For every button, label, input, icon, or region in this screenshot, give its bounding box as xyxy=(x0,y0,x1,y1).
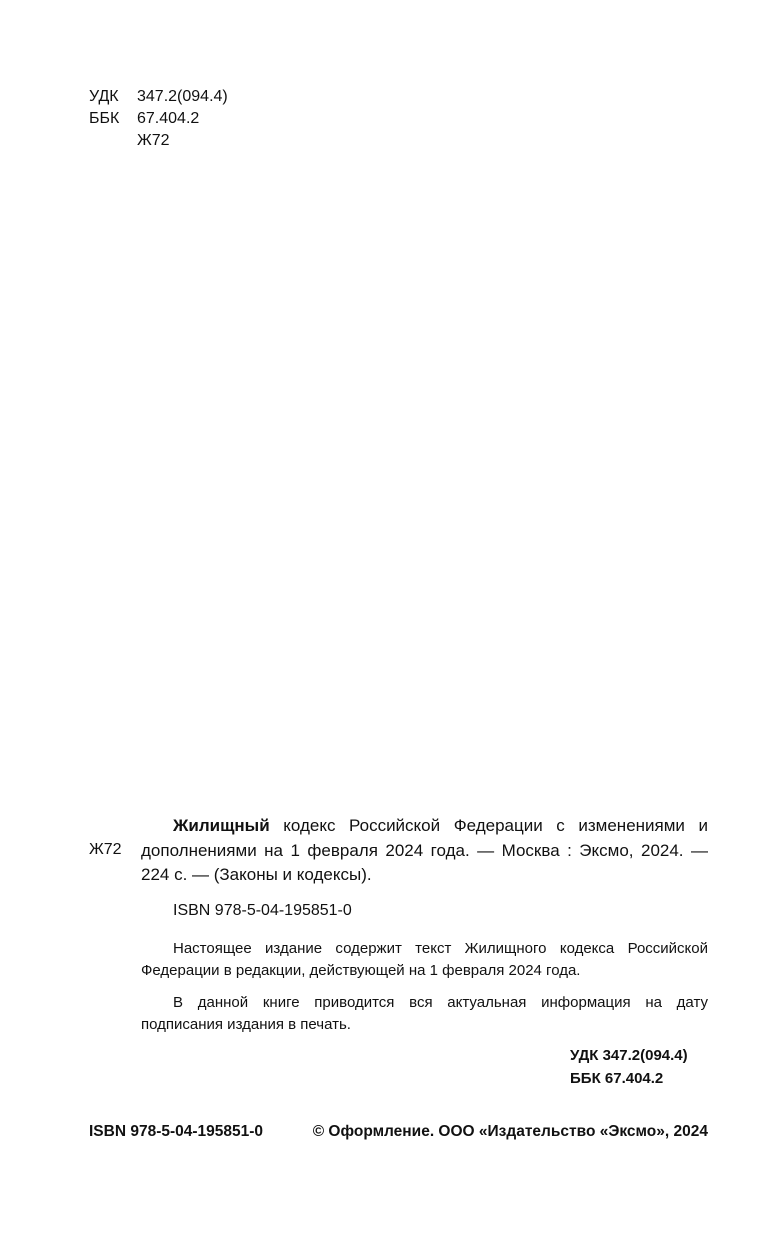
bottom-copyright: © Оформление. ООО «Издательство «Эксмо», 2024 xyxy=(312,1123,708,1140)
title-rest: кодекс Российской Федерации с изменениями и дополнениями на 1 февраля 2024 года. — Москва : Эксмо, 2024. — 224 с. — (Законы и кодексы). xyxy=(141,816,708,884)
annotation-paragraph-1: Настоящее издание содержит текст Жилищного кодекса Российской Федерации в редакции, действующей на 1 февраля 2024 года. xyxy=(141,939,708,979)
top-classification-block xyxy=(89,86,228,152)
udk-label: УДК xyxy=(89,88,119,105)
right-bbk: ББК 67.404.2 xyxy=(570,1069,664,1087)
right-udk: УДК 347.2(094.4) xyxy=(570,1046,688,1064)
bibliographic-block xyxy=(141,814,708,1090)
bbk-value: 67.404.2 xyxy=(137,110,200,127)
bbk-label: ББК xyxy=(89,110,120,127)
bbk-row xyxy=(89,108,228,130)
author-mark-top: Ж72 xyxy=(137,132,170,149)
udk-row xyxy=(89,86,228,108)
bottom-isbn: ISBN 978-5-04-195851-0 xyxy=(89,1123,264,1140)
right-classification-block xyxy=(570,1044,708,1090)
author-mark-left: Ж72 xyxy=(89,841,122,858)
author-mark-row xyxy=(89,130,228,152)
udk-value: 347.2(094.4) xyxy=(137,88,228,105)
bibliographic-description xyxy=(141,814,708,888)
title-bold: Жилищный xyxy=(173,816,270,835)
annotation-paragraph-2: В данной книге приводится вся актуальная информация на дату подписания издания в печать. xyxy=(141,993,708,1033)
bottom-isbn-copyright xyxy=(89,1121,708,1143)
isbn-line: ISBN 978-5-04-195851-0 xyxy=(173,901,352,919)
